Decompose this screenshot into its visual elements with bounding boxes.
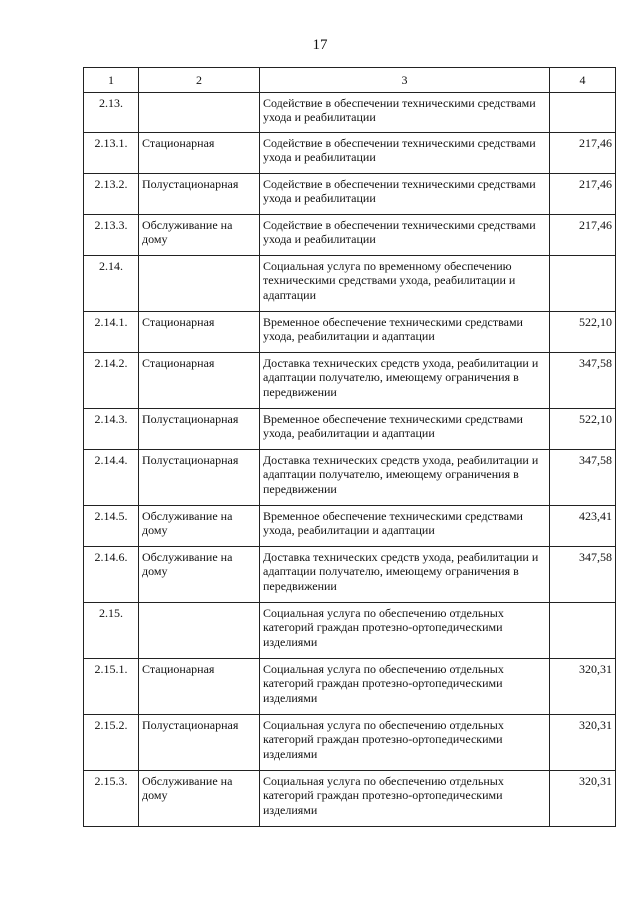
service-name: Доставка технических средств ухода, реабилитации и адаптации получателю, имеющему ограничения в передвижении [260,449,550,505]
service-name: Содействие в обеспечении техническими средствами ухода и реабилитации [260,92,550,132]
column-header-2: 2 [139,68,260,93]
item-number: 2.14.1. [84,311,139,352]
table-header [84,68,616,93]
service-name: Временное обеспечение техническими средствами ухода, реабилитации и адаптации [260,505,550,546]
price: 320,31 [550,658,616,714]
service-form: Стационарная [139,132,260,173]
service-form [139,92,260,132]
item-number: 2.13.1. [84,132,139,173]
item-number: 2.14. [84,255,139,311]
service-name: Социальная услуга по обеспечению отдельных категорий граждан протезно-ортопедическими изделиями [260,714,550,770]
service-form: Обслуживание на дому [139,546,260,602]
item-number: 2.15. [84,602,139,658]
table-row [84,449,616,505]
price [550,602,616,658]
service-form [139,602,260,658]
item-number: 2.14.3. [84,408,139,449]
page-number: 17 [312,37,328,53]
table-row [84,311,616,352]
service-name: Социальная услуга по обеспечению отдельных категорий граждан протезно-ортопедическими изделиями [260,770,550,826]
service-form: Стационарная [139,311,260,352]
item-number: 2.14.5. [84,505,139,546]
item-number: 2.13. [84,92,139,132]
service-name: Временное обеспечение техническими средствами ухода, реабилитации и адаптации [260,311,550,352]
service-form: Полустационарная [139,173,260,214]
column-header-1: 1 [84,68,139,93]
service-form [139,255,260,311]
item-number: 2.14.6. [84,546,139,602]
service-name: Доставка технических средств ухода, реабилитации и адаптации получателю, имеющему ограничения в передвижении [260,546,550,602]
table-row [84,173,616,214]
service-name: Социальная услуга по временному обеспечению техническими средствами ухода, реабилитации и адаптации [260,255,550,311]
service-name: Содействие в обеспечении техническими средствами ухода и реабилитации [260,173,550,214]
table-row [84,546,616,602]
item-number: 2.15.1. [84,658,139,714]
item-number: 2.14.4. [84,449,139,505]
service-name: Содействие в обеспечении техническими средствами ухода и реабилитации [260,214,550,255]
item-number: 2.14.2. [84,352,139,408]
price: 347,58 [550,546,616,602]
table-row [84,214,616,255]
service-name: Временное обеспечение техническими средствами ухода, реабилитации и адаптации [260,408,550,449]
table-row [84,714,616,770]
price: 522,10 [550,408,616,449]
price: 320,31 [550,770,616,826]
table-row [84,602,616,658]
service-name: Социальная услуга по обеспечению отдельных категорий граждан протезно-ортопедическими изделиями [260,602,550,658]
header-row [84,68,616,93]
service-form: Стационарная [139,352,260,408]
item-number: 2.15.2. [84,714,139,770]
table-row [84,352,616,408]
service-form: Обслуживание на дому [139,770,260,826]
price [550,255,616,311]
price: 522,10 [550,311,616,352]
price: 217,46 [550,214,616,255]
service-form: Обслуживание на дому [139,505,260,546]
table-row [84,770,616,826]
column-header-4: 4 [550,68,616,93]
price: 347,58 [550,352,616,408]
service-form: Полустационарная [139,714,260,770]
table-row [84,505,616,546]
price: 320,31 [550,714,616,770]
price [550,92,616,132]
column-header-3: 3 [260,68,550,93]
table-row [84,658,616,714]
table-body [84,92,616,826]
table-row [84,132,616,173]
table-row [84,408,616,449]
item-number: 2.13.3. [84,214,139,255]
item-number: 2.15.3. [84,770,139,826]
service-form: Обслуживание на дому [139,214,260,255]
service-form: Стационарная [139,658,260,714]
price: 423,41 [550,505,616,546]
service-form: Полустационарная [139,408,260,449]
price: 347,58 [550,449,616,505]
item-number: 2.13.2. [84,173,139,214]
table-row [84,92,616,132]
service-form: Полустационарная [139,449,260,505]
table-row [84,255,616,311]
service-name: Доставка технических средств ухода, реабилитации и адаптации получателю, имеющему ограничения в передвижении [260,352,550,408]
price: 217,46 [550,173,616,214]
services-table [83,67,616,827]
price: 217,46 [550,132,616,173]
service-name: Содействие в обеспечении техническими средствами ухода и реабилитации [260,132,550,173]
service-name: Социальная услуга по обеспечению отдельных категорий граждан протезно-ортопедическими изделиями [260,658,550,714]
